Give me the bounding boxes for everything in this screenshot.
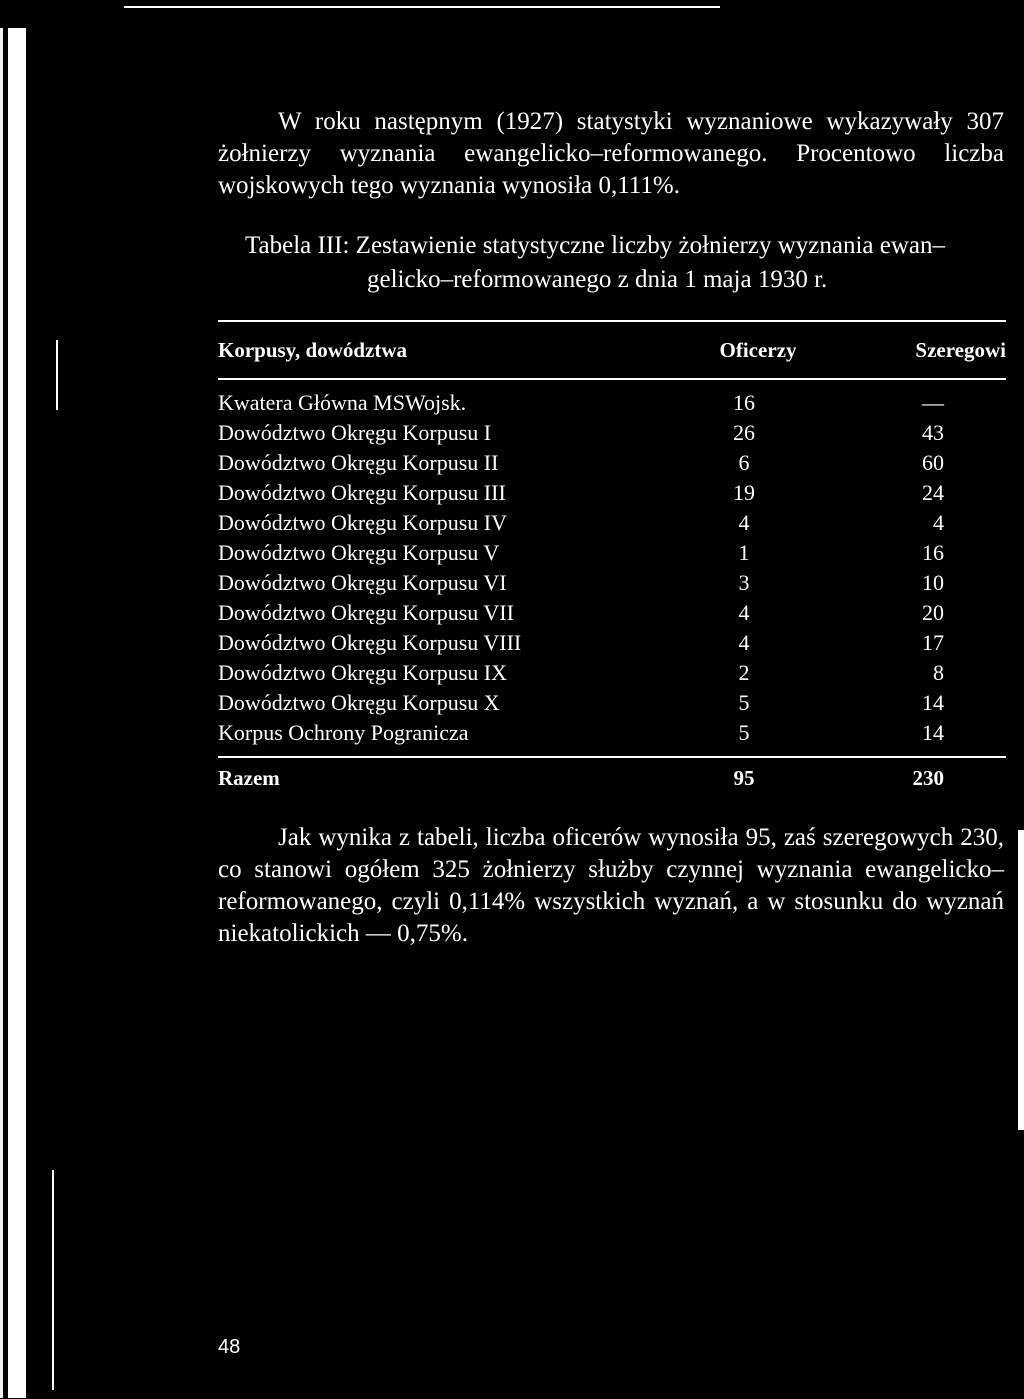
row-privates: 20 (922, 600, 944, 625)
row-officers: 2 (738, 660, 750, 685)
row-privates: — (922, 390, 944, 415)
row-officers: 6 (738, 450, 750, 475)
table-caption-line1: Tabela III: Zestawienie statystyczne liczby żołnierzy wyznania ewan– (245, 232, 946, 259)
row-name: Dowództwo Okręgu Korpusu IV (218, 510, 508, 535)
row-privates: 60 (922, 450, 944, 475)
scan-edge-top (124, 6, 720, 8)
table-row (218, 388, 1006, 418)
row-name: Dowództwo Okręgu Korpusu VII (218, 600, 514, 625)
row-name: Dowództwo Okręgu Korpusu I (218, 420, 492, 445)
paragraph-summary-text: Jak wynika z tabeli, liczba oficerów wynosiła 95, zaś szeregowych 230, co stanowi ogółem 325 żołnierzy służby czynnej wyznania ewangelicko–reformowanego, czyli 0,114% wszystkich wyznań, a w stosunku do wyznań niekatolickich — 0,75%. (218, 824, 1004, 947)
table-row (218, 448, 1006, 478)
row-name: Dowództwo Okręgu Korpusu VI (218, 570, 507, 595)
row-privates: 10 (922, 570, 944, 595)
row-officers: 5 (738, 720, 750, 745)
header-privates: Szeregowi (915, 338, 1006, 362)
row-officers: 19 (733, 480, 755, 505)
total-officers: 95 (733, 766, 755, 790)
paragraph-intro-text: W roku następnym (1927) statystyki wyznaniowe wykazywały 307 żołnierzy wyznania ewangelicko–reformowanego. Procentowo liczba wojskowych tego wyznania wynosiła 0,111%. (218, 108, 1004, 199)
table-row (218, 658, 1006, 688)
header-officers: Oficerzy (719, 338, 797, 362)
row-name: Dowództwo Okręgu Korpusu X (218, 690, 500, 715)
row-privates: 24 (922, 480, 944, 505)
row-name: Dowództwo Okręgu Korpusu II (218, 450, 499, 475)
row-name: Dowództwo Okręgu Korpusu III (218, 480, 506, 505)
row-officers: 4 (738, 630, 750, 655)
total-privates: 230 (912, 766, 944, 790)
table-row (218, 418, 1006, 448)
total-label: Razem (218, 766, 280, 790)
row-name: Dowództwo Okręgu Korpusu VIII (218, 630, 522, 655)
row-officers: 26 (733, 420, 755, 445)
table-row (218, 478, 1006, 508)
row-privates: 17 (922, 630, 944, 655)
table-body (218, 380, 1006, 756)
row-name: Dowództwo Okręgu Korpusu V (218, 540, 500, 565)
row-name: Korpus Ochrony Pogranicza (218, 720, 469, 745)
row-officers: 5 (738, 690, 750, 715)
scan-edge-left (0, 28, 3, 1398)
statistics-table (218, 320, 1006, 798)
table-row (218, 538, 1006, 568)
scan-mark (56, 340, 58, 410)
table-row (218, 718, 1006, 748)
row-privates: 43 (922, 420, 944, 445)
row-privates: 14 (922, 690, 944, 715)
row-privates: 8 (933, 660, 944, 685)
header-units: Korpusy, dowództwa (218, 338, 408, 362)
table-row (218, 628, 1006, 658)
row-officers: 4 (738, 600, 750, 625)
scan-margin-strip (8, 28, 26, 1398)
row-officers: 1 (738, 540, 750, 565)
table-row (218, 688, 1006, 718)
row-privates: 16 (922, 540, 944, 565)
scan-mark (52, 1170, 54, 1390)
table-caption (245, 229, 1005, 297)
page-number: 48 (218, 1336, 241, 1358)
table-caption-line2: gelicko–reformowanego z dnia 1 maja 1930 r. (367, 266, 828, 293)
table-row (218, 598, 1006, 628)
table-header-row (218, 322, 1006, 378)
row-name: Kwatera Główna MSWojsk. (218, 390, 467, 415)
row-officers: 4 (738, 510, 750, 535)
paragraph-summary (218, 822, 1004, 950)
table-total-row (218, 758, 1006, 798)
row-privates: 4 (933, 510, 944, 535)
table-row (218, 508, 1006, 538)
row-privates: 14 (922, 720, 944, 745)
paragraph-intro (218, 106, 1004, 202)
scan-edge-right (1018, 830, 1024, 1130)
table-row (218, 568, 1006, 598)
row-officers: 3 (738, 570, 750, 595)
row-name: Dowództwo Okręgu Korpusu IX (218, 660, 508, 685)
row-officers: 16 (733, 390, 755, 415)
